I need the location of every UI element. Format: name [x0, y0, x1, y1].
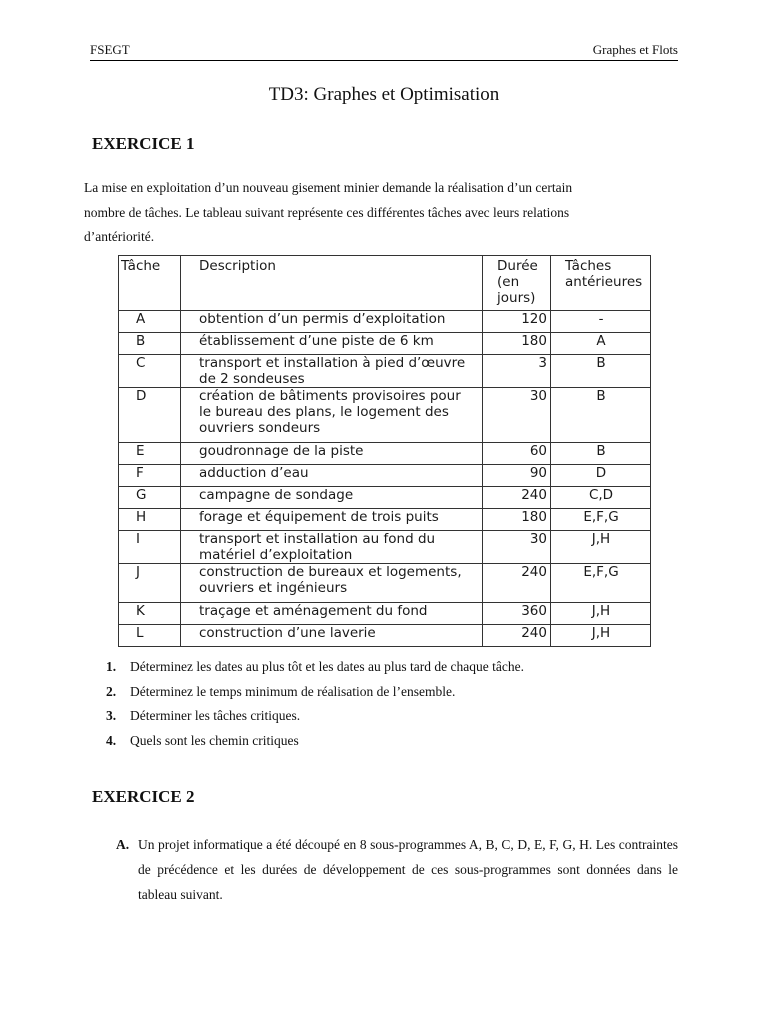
task-cell: D [119, 388, 181, 443]
previous-tasks-cell: B [551, 388, 651, 443]
description-cell [181, 465, 483, 487]
question-item [106, 659, 524, 684]
description-line: construction de bureaux et logements, [199, 564, 462, 580]
table-row [119, 388, 651, 443]
previous-tasks-cell: B [551, 443, 651, 465]
task-cell: G [119, 487, 181, 509]
intro-line: La mise en exploitation d’un nouveau gisement minier demande la réalisation d’un certain [84, 180, 573, 195]
description-line: matériel d’exploitation [199, 547, 353, 563]
question-number: 3. [106, 708, 117, 724]
description-line: obtention d’un permis d’exploitation [199, 311, 446, 327]
task-cell: K [119, 603, 181, 625]
duration-cell: 240 [483, 487, 551, 509]
previous-tasks-cell: C,D [551, 487, 651, 509]
table-row [119, 531, 651, 564]
duration-cell: 90 [483, 465, 551, 487]
previous-tasks-cell: A [551, 333, 651, 355]
previous-tasks-cell: J,H [551, 603, 651, 625]
duration-cell: 30 [483, 388, 551, 443]
intro-line: nombre de tâches. Le tableau suivant représente ces différentes tâches avec leurs relations [84, 204, 570, 220]
description-cell [181, 311, 483, 333]
description-line: le bureau des plans, le logement des [199, 404, 449, 420]
tasks-table [118, 255, 651, 647]
table-row [119, 355, 651, 388]
description-cell [181, 487, 483, 509]
part-letter: A. [116, 837, 130, 852]
exercise1-questions [106, 659, 524, 758]
table-header-row [119, 256, 651, 311]
duration-cell: 30 [483, 531, 551, 564]
question-item [106, 684, 524, 709]
description-line: de 2 sondeuses [199, 371, 305, 387]
task-cell: H [119, 509, 181, 531]
header-previous-line: Tâches [565, 258, 612, 274]
header-task: Tâche [119, 256, 181, 311]
header-duration-line: jours) [497, 290, 536, 306]
description-line: traçage et aménagement du fond [199, 603, 428, 619]
task-cell: C [119, 355, 181, 388]
task-cell: L [119, 625, 181, 647]
duration-cell: 60 [483, 443, 551, 465]
previous-tasks-cell: E,F,G [551, 564, 651, 603]
table-row [119, 603, 651, 625]
question-text: Quels sont les chemin critiques [130, 733, 299, 749]
question-text: Déterminez le temps minimum de réalisation de l’ensemble. [130, 683, 456, 699]
description-cell [181, 443, 483, 465]
question-item [106, 733, 524, 758]
description-line: adduction d’eau [199, 465, 309, 481]
description-cell [181, 388, 483, 443]
exercise1-intro [84, 176, 684, 250]
page-header [90, 42, 678, 61]
exercise1-heading: EXERCICE 1 [92, 134, 195, 153]
description-cell [181, 531, 483, 564]
page-title: TD3: Graphes et Optimisation [268, 84, 500, 105]
header-duration-line: (en [497, 274, 520, 290]
table-row [119, 625, 651, 647]
duration-cell: 360 [483, 603, 551, 625]
description-cell [181, 625, 483, 647]
duration-cell: 180 [483, 333, 551, 355]
task-cell: E [119, 443, 181, 465]
previous-tasks-cell: J,H [551, 531, 651, 564]
exercise2-part-a [116, 832, 678, 907]
question-number: 2. [106, 683, 117, 699]
question-text: Déterminez les dates au plus tôt et les dates au plus tard de chaque tâche. [130, 659, 524, 674]
table-row [119, 311, 651, 333]
question-text: Déterminer les tâches critiques. [130, 708, 301, 724]
previous-tasks-cell: D [551, 465, 651, 487]
header-duration [483, 256, 551, 311]
description-line: création de bâtiments provisoires pour [199, 388, 461, 404]
question-number: 4. [106, 733, 117, 749]
description-cell [181, 564, 483, 603]
table-row [119, 333, 651, 355]
task-cell: J [119, 564, 181, 603]
description-line: goudronnage de la piste [199, 443, 364, 459]
exercise2-heading: EXERCICE 2 [92, 787, 195, 806]
previous-tasks-cell: J,H [551, 625, 651, 647]
description-cell [181, 603, 483, 625]
intro-line: d’antériorité. [84, 229, 155, 244]
previous-tasks-cell: - [551, 311, 651, 333]
header-left: FSEGT [90, 42, 130, 57]
header-right: Graphes et Flots [592, 42, 678, 57]
task-cell: I [119, 531, 181, 564]
table-row [119, 509, 651, 531]
question-item [106, 708, 524, 733]
table-row [119, 487, 651, 509]
description-cell [181, 509, 483, 531]
table-row [119, 465, 651, 487]
table-row [119, 443, 651, 465]
description-line: ouvriers sondeurs [199, 420, 321, 436]
duration-cell: 120 [483, 311, 551, 333]
header-duration-line: Durée [497, 258, 538, 274]
duration-cell: 240 [483, 625, 551, 647]
task-cell: A [119, 311, 181, 333]
description-line: transport et installation au fond du [199, 531, 436, 547]
duration-cell: 3 [483, 355, 551, 388]
description-line: forage et équipement de trois puits [199, 509, 439, 525]
task-cell: B [119, 333, 181, 355]
previous-tasks-cell: B [551, 355, 651, 388]
header-previous-line: antérieures [565, 274, 643, 290]
description-line: campagne de sondage [199, 487, 354, 503]
description-cell [181, 333, 483, 355]
table-row [119, 564, 651, 603]
description-line: transport et installation à pied d’œuvre [199, 355, 466, 371]
question-number: 1. [106, 659, 117, 674]
task-cell: F [119, 465, 181, 487]
description-line: construction d’une laverie [199, 625, 376, 641]
previous-tasks-cell: E,F,G [551, 509, 651, 531]
part-text: Un projet informatique a été découpé en 8 sous-programmes A, B, C, D, E, F, G, H. Les contraintes de précédence et les durées de développement de ces sous-programmes sont données dans le tableau suivant. [138, 837, 678, 902]
description-line: établissement d’une piste de 6 km [199, 333, 434, 349]
header-previous [551, 256, 651, 311]
duration-cell: 180 [483, 509, 551, 531]
duration-cell: 240 [483, 564, 551, 603]
description-cell [181, 355, 483, 388]
table-body [119, 311, 651, 647]
description-line: ouvriers et ingénieurs [199, 580, 348, 596]
header-description: Description [181, 256, 483, 311]
